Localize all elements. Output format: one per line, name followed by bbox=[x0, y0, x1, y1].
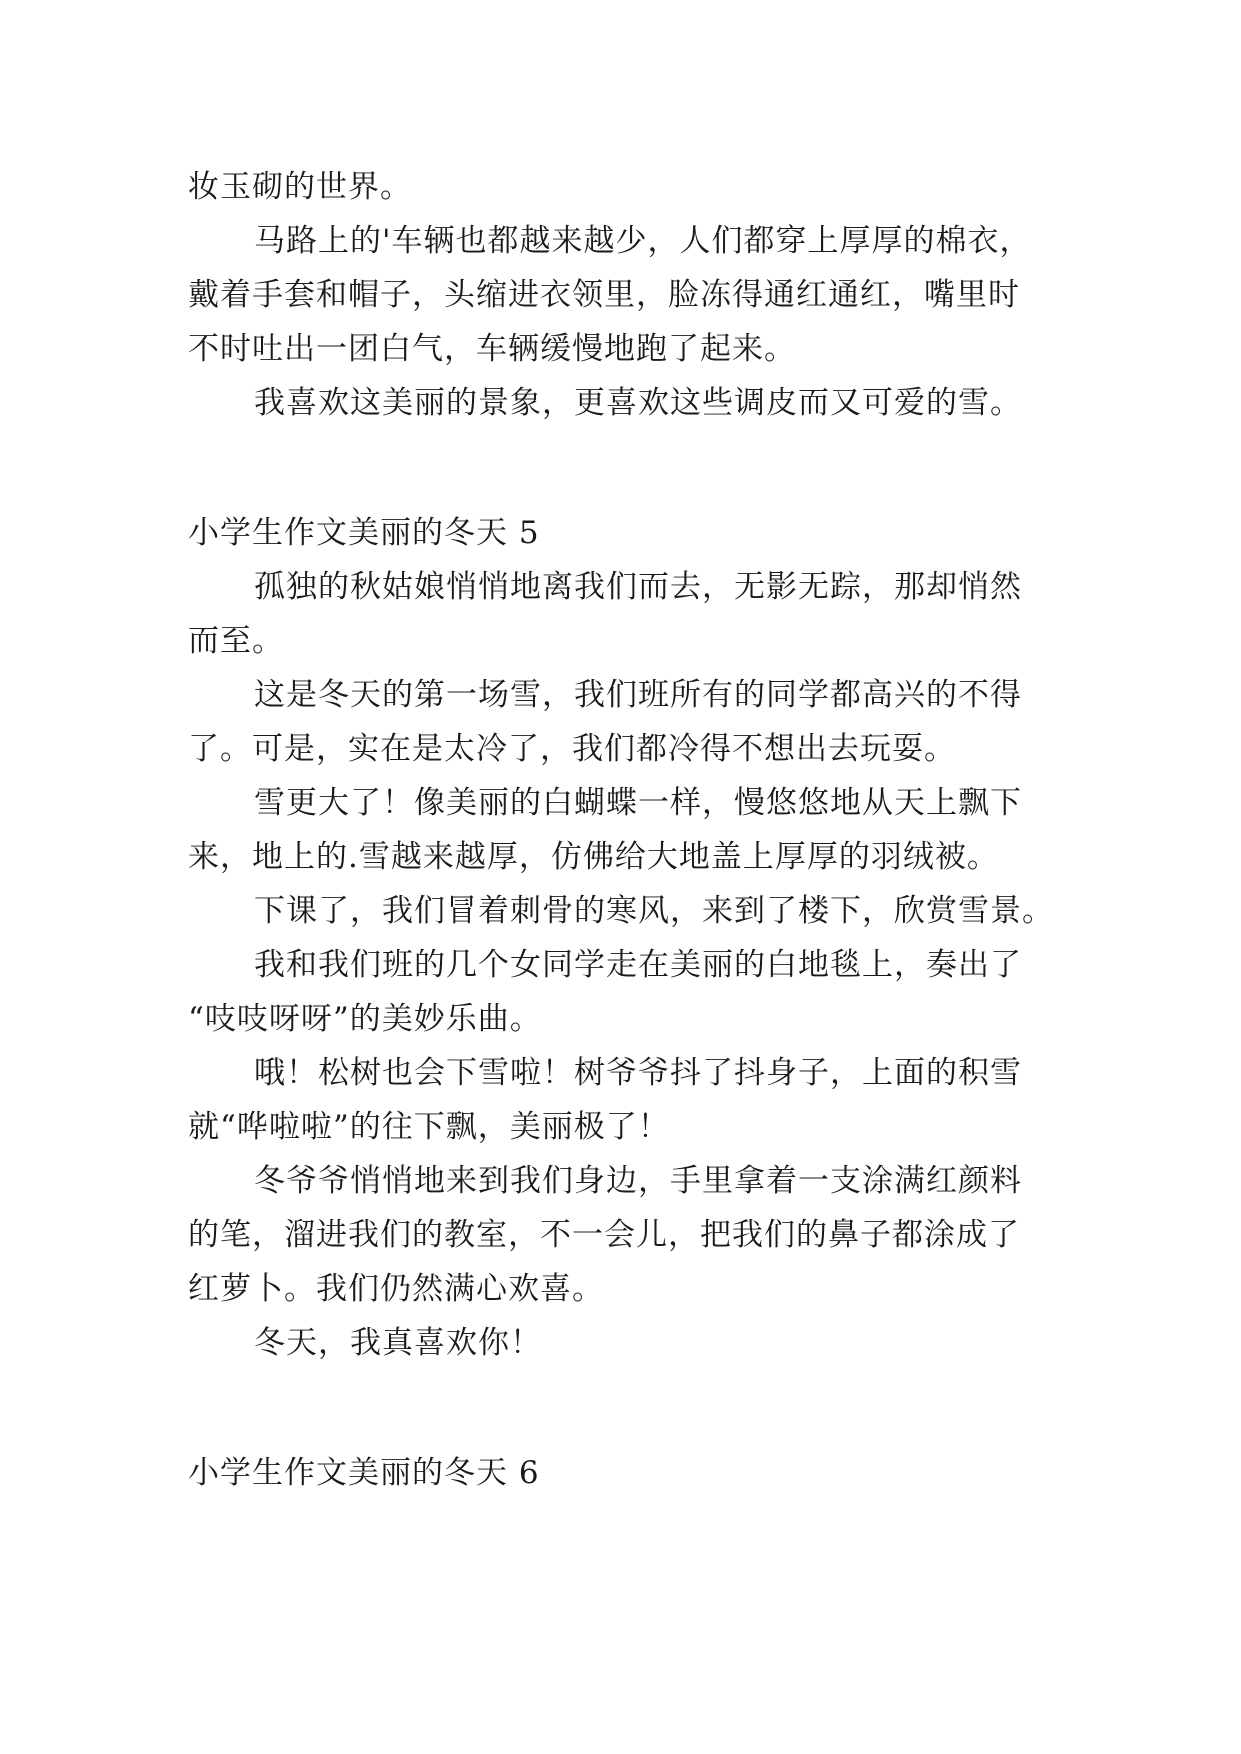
section-gap bbox=[188, 430, 1068, 506]
paragraph-line: 红萝卜。我们仍然满心欢喜。 bbox=[188, 1271, 604, 1307]
section-title-5: 小学生作文美丽的冬天 5 bbox=[188, 515, 540, 551]
paragraph-line: 我和我们班的几个女同学走在美丽的白地毯上，奏出了 bbox=[254, 947, 1022, 983]
paragraph-line: 雪更大了！像美丽的白蝴蝶一样，慢悠悠地从天上飘下 bbox=[254, 785, 1022, 821]
paragraph-line: 冬爷爷悄悄地来到我们身边，手里拿着一支涂满红颜料 bbox=[254, 1163, 1022, 1199]
paragraph-line: 哦！松树也会下雪啦！树爷爷抖了抖身子，上面的积雪 bbox=[254, 1055, 1022, 1091]
paragraph-line: 不时吐出一团白气，车辆缓慢地跑了起来。 bbox=[188, 331, 796, 367]
paragraph-line: 来，地上的.雪越来越厚，仿佛给大地盖上厚厚的羽绒被。 bbox=[188, 839, 999, 875]
paragraph-line: 下课了，我们冒着刺骨的寒风，来到了楼下，欣赏雪景。 bbox=[254, 893, 1054, 929]
paragraph-line: 妆玉砌的世界。 bbox=[188, 169, 412, 205]
paragraph-line: 就“哗啦啦”的往下飘，美丽极了！ bbox=[188, 1109, 670, 1145]
section-title-6: 小学生作文美丽的冬天 6 bbox=[188, 1455, 540, 1491]
paragraph-line: 而至。 bbox=[188, 623, 284, 659]
paragraph-line: 的笔，溜进我们的教室，不一会儿，把我们的鼻子都涂成了 bbox=[188, 1217, 1020, 1253]
paragraph-line: 马路上的'车辆也都越来越少，人们都穿上厚厚的棉衣， bbox=[254, 223, 1032, 259]
paragraph-line: 了。可是，实在是太冷了，我们都冷得不想出去玩耍。 bbox=[188, 731, 956, 767]
paragraph-line: 戴着手套和帽子，头缩进衣领里，脸冻得通红通红，嘴里时 bbox=[188, 277, 1020, 313]
paragraph-line: 孤独的秋姑娘悄悄地离我们而去，无影无踪，那却悄然 bbox=[254, 569, 1022, 605]
section-gap bbox=[188, 1370, 1068, 1446]
paragraph-line: 冬天，我真喜欢你！ bbox=[254, 1325, 542, 1361]
paragraph-line: 这是冬天的第一场雪，我们班所有的同学都高兴的不得 bbox=[254, 677, 1022, 713]
paragraph-line: “吱吱呀呀”的美妙乐曲。 bbox=[188, 1001, 542, 1037]
paragraph-line: 我喜欢这美丽的景象，更喜欢这些调皮而又可爱的雪。 bbox=[254, 385, 1022, 421]
document-body bbox=[188, 160, 1068, 1500]
